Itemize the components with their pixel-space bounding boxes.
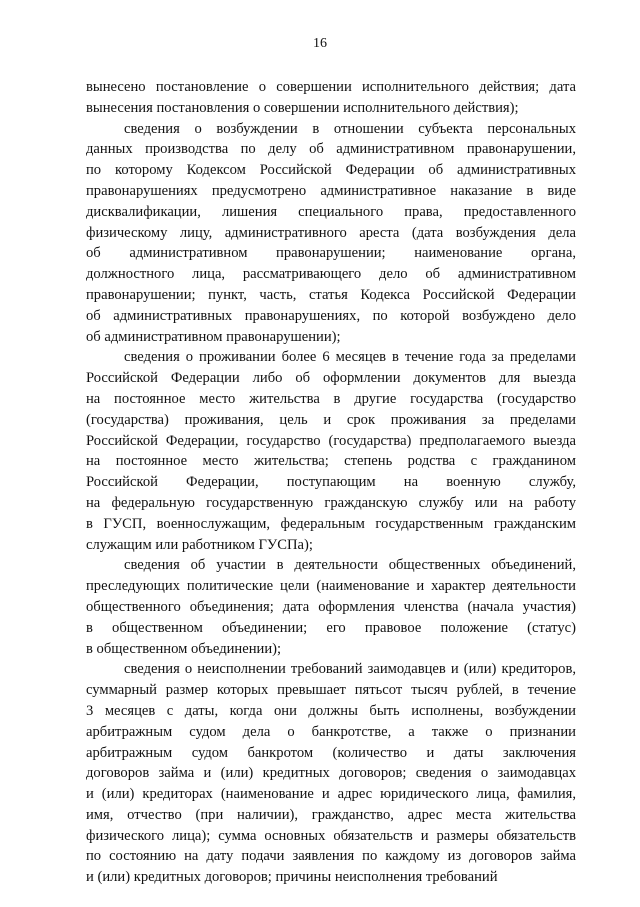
paragraph: [86, 555, 576, 659]
text-line: договоров займа и (или) кредитных договоров; сведения о заимодавцах: [86, 765, 576, 782]
text-line: преследующих политические цели (наименование и характер деятельности: [86, 578, 576, 595]
text-line: сведения о возбуждении в отношении субъекта персональных: [124, 120, 576, 137]
text-line: вынесения постановления о совершении исполнительного действия);: [86, 99, 519, 116]
text-line: данных производства по делу об административном правонарушении,: [86, 141, 576, 158]
text-line: и (или) кредитных договоров; причины неисполнения требований: [86, 869, 498, 886]
text-line: правонарушении; пункт, часть, статья Кодекса Российской Федерации: [86, 286, 576, 303]
page-number: 16: [313, 36, 327, 51]
text-line: в общественном объединении; его правовое положение (статус): [86, 619, 576, 636]
text-line: на постоянное место жительства в другие государства (государство: [86, 390, 576, 407]
text-line: имя, отчество (при наличии), гражданство, адрес места жительства: [86, 806, 576, 823]
text-line: на федеральную государственную гражданскую службу или на работу: [86, 494, 576, 511]
text-line: служащим или работником ГУСПа);: [86, 536, 313, 553]
text-line: физическому лицу, административного ареста (дата возбуждения дела: [86, 224, 576, 241]
text-line: в общественном объединении);: [86, 640, 282, 657]
text-line: по которому Кодексом Российской Федерации об административных: [86, 162, 576, 179]
text-line: Российской Федерации, поступающим на военную службу,: [86, 474, 576, 491]
text-line: вынесено постановление о совершении исполнительного действия; дата: [86, 79, 576, 95]
text-line: сведения о неисполнении требований заимодавцев и (или) кредиторов,: [124, 661, 576, 678]
text-line: суммарный размер которых превышает пятьсот тысяч рублей, в течение: [86, 682, 576, 699]
text-line: арбитражным судом дела о банкротстве, а также о признании: [86, 723, 576, 740]
text-line: по состоянию на дату подачи заявления по каждому из договоров займа: [86, 848, 576, 865]
text-line: об административных правонарушениях, по которой возбуждено дело: [86, 307, 576, 324]
paragraph: [86, 119, 576, 348]
text-line: дисквалификации, лишения специального права, предоставленного: [86, 203, 576, 220]
text-line: арбитражным судом банкротом (количество и даты заключения: [86, 744, 576, 761]
text-line: об административном правонарушении; наименование органа,: [86, 245, 576, 262]
text-line: 3 месяцев с даты, когда они должны быть исполнены, возбуждении: [86, 702, 576, 719]
text-line: Российской Федерации, государство (государства) предполагаемого выезда: [86, 432, 576, 449]
text-line: сведения об участии в деятельности общественных объединений,: [124, 557, 576, 574]
document-body: [86, 77, 576, 888]
paragraph: [86, 659, 576, 888]
text-line: сведения о проживании более 6 месяцев в течение года за пределами: [124, 349, 576, 366]
text-line: Российской Федерации либо об оформлении документов для выезда: [86, 370, 576, 387]
paragraph: [86, 77, 576, 119]
text-line: в ГУСП, военнослужащим, федеральным государственным гражданским: [86, 515, 576, 532]
text-line: правонарушениях предусмотрено административное наказание в виде: [86, 182, 576, 199]
text-line: общественного объединения; дата оформления членства (начала участия): [86, 598, 576, 615]
text-line: должностного лица, рассматривающего дело об административном: [86, 266, 576, 283]
text-line: физического лица); сумма основных обязательств и размеры обязательств: [86, 827, 576, 844]
text-line: на постоянное место жительства; степень родства с гражданином: [86, 453, 576, 470]
text-line: (государства) проживания, цель и срок проживания за пределами: [86, 411, 576, 428]
paragraph: [86, 347, 576, 555]
text-line: об административном правонарушении);: [86, 328, 341, 345]
text-line: и (или) кредиторах (наименование и адрес юридического лица, фамилия,: [86, 786, 576, 803]
